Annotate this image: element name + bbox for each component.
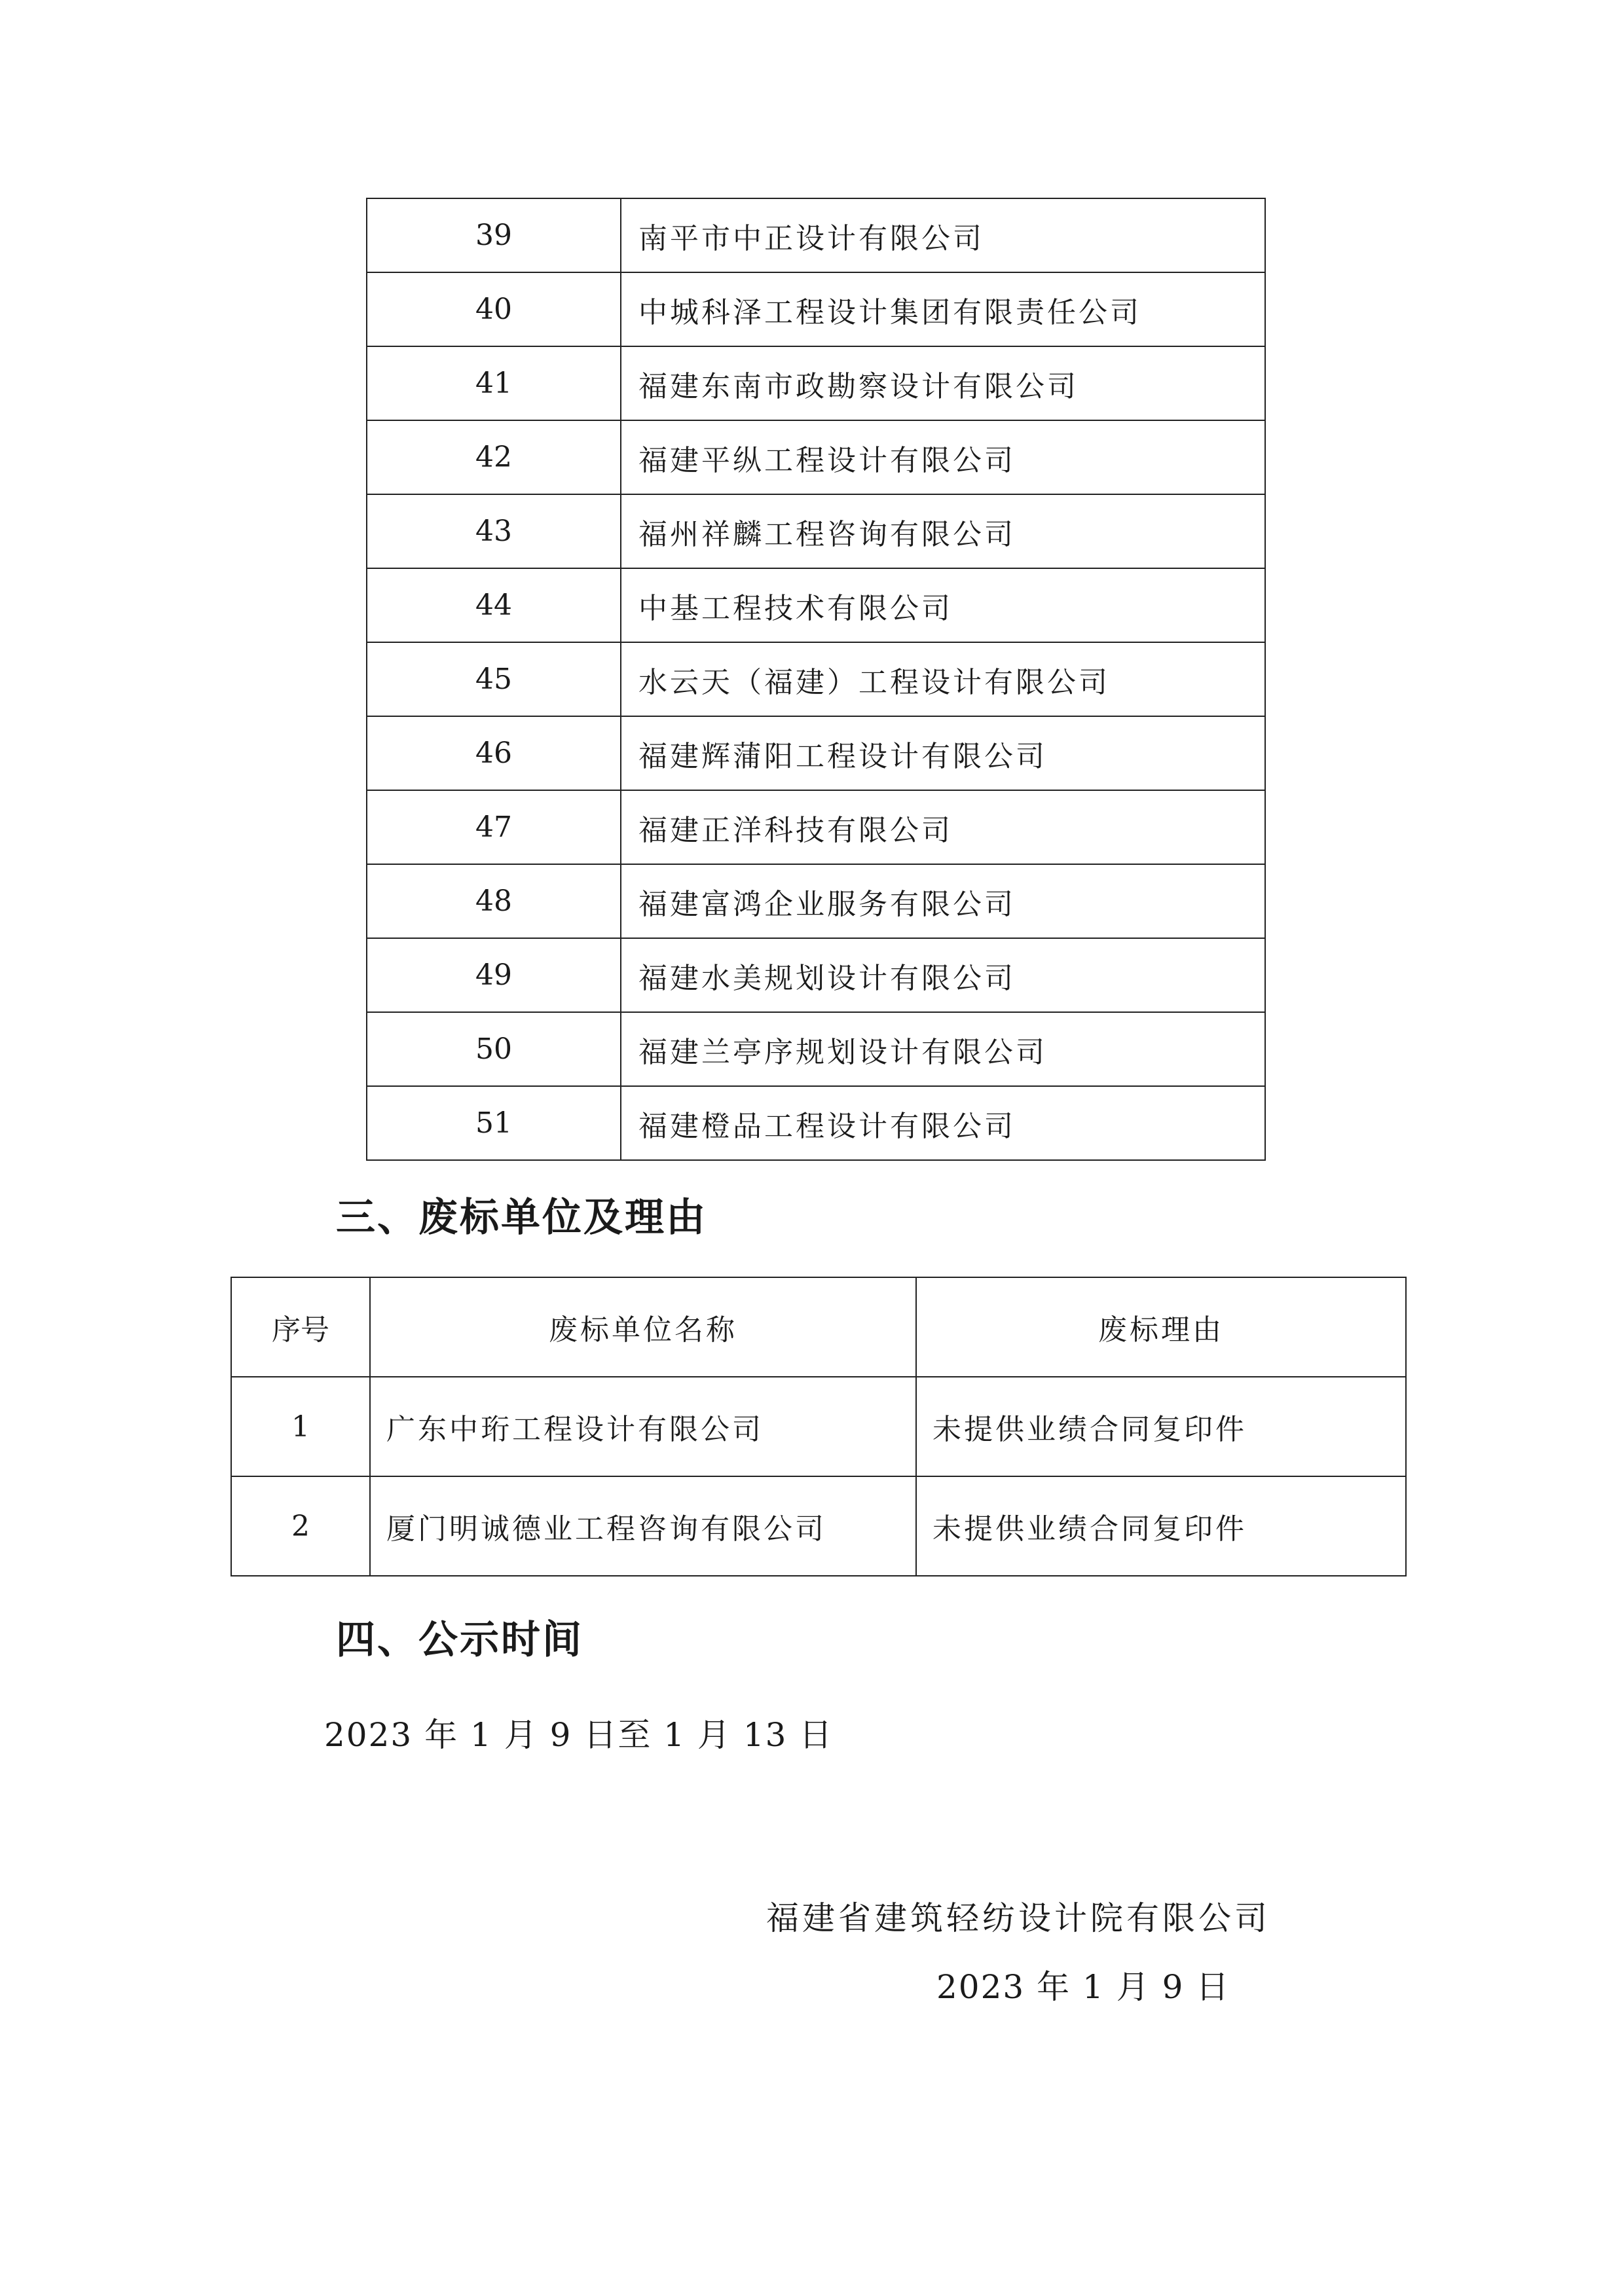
company-name: 中城科泽工程设计集团有限责任公司 xyxy=(621,272,1265,346)
row-number: 49 xyxy=(367,938,621,1012)
signature-company: 福建省建筑轻纺设计院有限公司 xyxy=(766,1899,1270,1937)
company-name: 福建辉蒲阳工程设计有限公司 xyxy=(621,716,1265,790)
company-name: 福建平纵工程设计有限公司 xyxy=(621,420,1265,494)
column-header-seq: 序号 xyxy=(231,1277,370,1377)
row-number: 41 xyxy=(367,346,621,420)
company-name: 南平市中正设计有限公司 xyxy=(621,198,1265,272)
company-list-body xyxy=(367,198,1265,1160)
row-number: 43 xyxy=(367,494,621,568)
row-number: 50 xyxy=(367,1012,621,1086)
company-name: 福建橙品工程设计有限公司 xyxy=(621,1086,1265,1160)
company-name: 福州祥麟工程咨询有限公司 xyxy=(621,494,1265,568)
column-header-name: 废标单位名称 xyxy=(370,1277,916,1377)
invalid-company-name: 广东中珩工程设计有限公司 xyxy=(370,1377,916,1476)
row-seq: 2 xyxy=(231,1476,370,1576)
company-name: 福建富鸿企业服务有限公司 xyxy=(621,864,1265,938)
row-number: 40 xyxy=(367,272,621,346)
row-number: 46 xyxy=(367,716,621,790)
row-number: 44 xyxy=(367,568,621,642)
invalid-company-name: 厦门明诚德业工程咨询有限公司 xyxy=(370,1476,916,1576)
publicity-period: 2023 年 1 月 9 日至 1 月 13 日 xyxy=(324,1716,834,1754)
table-row xyxy=(367,494,1265,568)
company-name: 中基工程技术有限公司 xyxy=(621,568,1265,642)
table-row xyxy=(367,938,1265,1012)
invalid-reason: 未提供业绩合同复印件 xyxy=(916,1476,1406,1576)
invalid-bid-table xyxy=(231,1277,1407,1576)
row-number: 45 xyxy=(367,642,621,716)
table-row xyxy=(367,272,1265,346)
company-name: 水云天（福建）工程设计有限公司 xyxy=(621,642,1265,716)
table-row xyxy=(367,1012,1265,1086)
company-name: 福建正洋科技有限公司 xyxy=(621,790,1265,864)
signature-date: 2023 年 1 月 9 日 xyxy=(936,1968,1230,2006)
company-list-table xyxy=(366,198,1266,1161)
table-row xyxy=(367,420,1265,494)
table-row xyxy=(367,716,1265,790)
section-3-heading: 三、废标单位及理由 xyxy=(336,1195,707,1241)
table-row xyxy=(367,568,1265,642)
table-row xyxy=(367,790,1265,864)
column-header-reason: 废标理由 xyxy=(916,1277,1406,1377)
table-row xyxy=(367,864,1265,938)
table-row xyxy=(367,198,1265,272)
table-row xyxy=(231,1476,1406,1576)
company-name: 福建兰亭序规划设计有限公司 xyxy=(621,1012,1265,1086)
row-number: 42 xyxy=(367,420,621,494)
table-row xyxy=(367,1086,1265,1160)
row-number: 48 xyxy=(367,864,621,938)
company-name: 福建东南市政勘察设计有限公司 xyxy=(621,346,1265,420)
row-seq: 1 xyxy=(231,1377,370,1476)
table-header-row xyxy=(231,1277,1406,1377)
row-number: 47 xyxy=(367,790,621,864)
section-4-heading: 四、公示时间 xyxy=(336,1617,583,1663)
table-row xyxy=(367,346,1265,420)
table-row xyxy=(367,642,1265,716)
row-number: 39 xyxy=(367,198,621,272)
row-number: 51 xyxy=(367,1086,621,1160)
table-row xyxy=(231,1377,1406,1476)
company-name: 福建水美规划设计有限公司 xyxy=(621,938,1265,1012)
invalid-reason: 未提供业绩合同复印件 xyxy=(916,1377,1406,1476)
